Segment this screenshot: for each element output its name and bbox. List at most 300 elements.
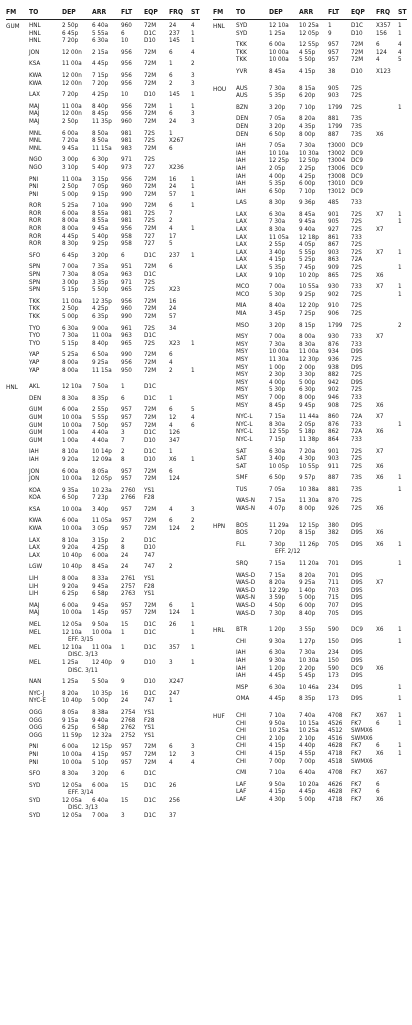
cell-flt: 946 [328,393,339,401]
cell-st: 2 [191,517,195,525]
cell-to: OMA [236,695,250,703]
cell-flt: 16 [121,689,129,697]
cell-flt: 957 [121,505,132,513]
cell-dep: 2 50p [62,305,79,313]
cell-eqp: 73S [351,122,362,130]
flight-row [6,22,202,30]
flight-row [213,602,409,610]
cell-dep: 6 45p [62,251,79,259]
cell-arr: 11 30a [299,497,319,505]
header-arr: ARR [92,8,107,16]
origin-code: HUF [213,711,225,720]
cell-arr: 7 15p [92,71,109,79]
cell-eqp: 72S [351,290,362,298]
cell-flt: 1799 [328,321,343,329]
cell-to: YAP [29,366,40,374]
cell-flt: 2761 [121,575,136,583]
cell-dep: 2 50p [62,183,79,191]
cell-dep: 2 05p [269,164,286,172]
flight-row [213,522,409,530]
cell-to: LAX [236,210,248,218]
cell-flt: 590 [328,626,339,634]
right-column [213,22,409,812]
cell-flt: 8 [121,455,125,463]
cell-eqp: 72A [351,413,363,421]
cell-arr: 10 14p [92,448,112,456]
cell-eqp: D10 [351,67,363,75]
cell-arr: 12 20p [299,302,319,310]
cell-frq: X267 [169,137,184,145]
header-eqp: EQP [351,8,365,16]
cell-arr: 1 40p [299,586,316,594]
cell-arr: 2 15a [92,48,109,56]
flight-row [213,199,409,207]
cell-arr: 3 30p [299,371,316,379]
flight-row [6,305,202,313]
flight-row [213,310,409,318]
note-text: EFF. 3/14 [68,789,94,797]
cell-arr: 2 25p [299,164,316,172]
cell-eqp: 72M [144,71,157,79]
cell-to: KWA [29,517,42,525]
cell-flt: 981 [121,129,132,137]
cell-dep: 11 29a [269,521,289,529]
cell-eqp: YS1 [144,575,155,583]
cell-frq: 6 [376,719,380,727]
cell-frq: 26 [169,781,177,789]
cell-eqp: D9S [351,695,363,703]
flight-row [213,92,409,100]
cell-flt: 24 [121,551,129,559]
cell-dep: 7 30a [62,271,79,279]
cell-arr: 5 00p [299,378,316,386]
cell-arr: 12 09a [92,455,112,463]
note-text: EFF. 3/15 [68,636,94,644]
cell-eqp: 733 [351,233,362,241]
cell-dep: 8 20a [62,689,79,697]
cell-to: WAS-D [236,602,256,609]
cell-eqp: 72S [351,103,362,111]
cell-eqp: D1C [144,781,156,789]
origin-group [213,712,409,804]
cell-flt: 3 [121,429,125,437]
cell-dep: 5 35p [269,264,286,272]
cell-eqp: SWMX6 [351,734,373,742]
cell-frq: 156 [376,29,387,37]
cell-to: MEL [29,621,41,628]
cell-dep: 12 00n [62,48,82,56]
flight-row [213,115,409,123]
cell-frq: 12 [169,750,177,758]
cell-dep: 10 25a [269,727,289,735]
flight-row [213,638,409,646]
flight-row [6,191,202,199]
cell-to: DEN [236,130,249,138]
cell-frq: 57 [169,190,177,198]
flight-row [6,468,202,476]
cell-flt: 957 [121,421,132,429]
cell-frq: X6 [376,130,384,138]
cell-arr: 7 25p [299,310,316,317]
cell-to: MNL [29,129,42,137]
flight-row [6,72,202,80]
cell-dep: 8 00a [62,217,79,225]
cell-to: WAS-D [236,609,256,617]
flight-row [6,517,202,525]
flight-row [213,505,409,513]
cell-st: 1 [191,658,195,666]
cell-eqp: 72S [351,84,362,92]
cell-to: KWA [29,525,42,533]
cell-arr: 12 32a [92,731,112,739]
flight-row [213,241,409,249]
cell-arr: 8 45a [299,210,316,218]
cell-flt: 6 [121,29,125,37]
cell-flt: 2 [121,536,125,544]
cell-flt: 963 [121,332,132,340]
cell-arr: 5 40p [92,163,109,171]
effectivity-note [6,636,202,644]
cell-flt: 4718 [328,749,343,757]
flight-row [6,395,202,403]
cell-arr: 8 05a [92,271,109,279]
cell-dep: 3 40p [269,455,286,463]
cell-st: 1 [398,560,402,568]
cell-dep: 6 30a [269,683,286,691]
cell-arr: 8 35p [92,394,109,402]
cell-to: MAJ [29,601,40,609]
cell-eqp: 72S [351,371,362,379]
cell-arr: 11 35p [92,117,112,125]
cell-flt: 2 [121,448,125,456]
cell-arr: 12 30p [299,355,319,363]
cell-flt: 902 [328,386,339,394]
cell-flt: 1 [121,643,125,651]
cell-eqp: 72M [144,313,157,320]
cell-flt: 905 [328,84,339,92]
cell-to: AUS [236,84,248,92]
cell-dep: 4 00p [269,172,286,180]
cell-arr: 9 40a [92,716,109,724]
header-flt: FLT [328,8,340,16]
cell-to: ROR [29,232,42,240]
cell-flt: 926 [328,505,339,513]
cell-flt: 934 [328,348,339,356]
cell-eqp: 72M [144,305,157,313]
cell-flt: 2768 [121,716,136,724]
flight-row [6,422,202,430]
cell-arr: 7 00p [299,757,316,765]
flight-row [213,379,409,387]
cell-to: SYD [29,781,41,789]
cell-eqp: 72M [351,48,364,56]
cell-to: BZN [236,103,249,111]
cell-frq: 1 [169,129,173,137]
cell-eqp: DC9 [351,626,363,634]
cell-flt: 1799 [328,122,343,130]
cell-flt: 876 [328,340,339,348]
cell-flt: 15 [121,621,129,628]
cell-eqp: D10 [144,37,156,45]
cell-dep: 7 30p [269,540,286,548]
cell-dep: 3 00p [62,156,79,164]
cell-eqp: D1C [144,770,156,778]
cell-arr: 9 50a [92,621,109,628]
cell-frq: 347 [169,436,180,444]
cell-dep: 4 00p [269,378,286,386]
cell-to: MSY [236,378,248,386]
flight-row [6,225,202,233]
cell-to: MNL [29,144,42,152]
cell-flt: 4628 [328,742,343,750]
flight-row [6,91,202,99]
flight-row [6,429,202,437]
flight-row [6,210,202,218]
cell-eqp: D1C [144,643,156,651]
flight-row [213,142,409,150]
flight-row [213,758,409,766]
cell-frq: X7 [376,579,384,587]
cell-arr: 8 40p [299,609,316,617]
cell-dep: 8 10a [62,448,79,456]
cell-eqp: D9S [351,683,363,691]
flight-row [6,448,202,456]
cell-eqp: 72M [144,117,157,125]
cell-to: SPN [29,286,41,294]
cell-eqp: 72M [144,475,157,483]
cell-eqp: 73S [351,474,362,482]
cell-to: IAH [29,448,39,456]
cell-st: 3 [191,505,195,513]
cell-to: SFO [29,770,41,778]
cell-flt: 909 [328,264,339,272]
cell-to: LAX [236,271,248,279]
cell-to: IAH [236,649,246,657]
cell-frq: 6 [169,601,173,609]
cell-flt: 173 [328,672,339,680]
cell-dep: 7 00a [62,263,79,271]
cell-dep: 5 25a [62,351,79,359]
flight-row [213,402,409,410]
cell-eqp: 727 [144,163,155,171]
cell-arr: 8 20a [299,115,316,123]
cell-flt: 957 [121,413,132,421]
cell-to: BTR [236,626,248,634]
cell-to: MIA [236,310,247,317]
cell-flt: 703 [328,586,339,594]
cell-eqp: 733 [351,393,362,401]
cell-dep: 9 35a [62,486,79,494]
cell-to: IAH [29,455,39,463]
cell-arr: 8 40p [92,339,109,347]
cell-flt: 173 [328,695,339,703]
flight-row [213,371,409,379]
cell-frq: 6 [169,263,173,271]
header-to: TO [29,8,39,16]
cell-to: KSA [29,60,41,68]
cell-flt: †3010 [328,180,346,188]
origin-group [213,626,409,703]
cell-arr: 2 10p [299,734,316,742]
header-dep: DEP [62,8,76,16]
cell-flt: 485 [328,199,339,207]
cell-to: CHI [236,749,246,757]
cell-to: DEN [29,394,42,402]
cell-flt: 887 [328,474,339,482]
cell-eqp: 727 [144,232,155,240]
cell-frq: X236 [169,163,184,171]
cell-dep: 10 00a [269,48,289,56]
origin-group [213,22,409,76]
cell-eqp: 72M [144,110,157,118]
cell-flt: 862 [328,428,339,436]
cell-st: 1 [398,719,402,727]
cell-frq: 1 [169,697,173,705]
cell-eqp: 747 [144,697,155,705]
cell-dep: 10 00a [62,750,82,758]
cell-eqp: 72M [144,609,157,617]
cell-dep: 11 05a [269,233,289,241]
flight-row [213,626,409,634]
cell-eqp: D9S [351,363,363,371]
header-dep: DEP [269,8,283,16]
flight-row [213,272,409,280]
cell-arr: 12 18p [299,233,319,241]
flight-row [213,341,409,349]
cell-dep: 10 00a [62,475,82,483]
cell-eqp: 72S [144,209,155,217]
cell-flt: 903 [328,248,339,256]
cell-dep: 12 10a [62,383,82,391]
cell-arr: 4 25p [92,91,109,99]
cell-to: LAX [236,264,248,272]
flight-row [213,486,409,494]
cell-st: 1 [398,637,402,645]
cell-eqp: D9S [351,637,363,645]
cell-to: MCO [236,283,250,291]
cell-eqp: D10 [351,29,363,37]
effectivity-note [6,651,202,659]
cell-flt: 2752 [121,731,136,739]
cell-to: LAX [29,536,41,544]
cell-to: LAX [29,544,41,552]
cell-flt: 981 [121,137,132,145]
flight-row [213,226,409,234]
cell-to: KOA [29,486,41,494]
cell-arr: 7 30a [299,649,316,657]
cell-st: 1 [398,540,402,548]
flight-row [6,621,202,629]
cell-to: MIA [236,302,247,310]
cell-dep: 5 15p [62,339,79,347]
flight-row [213,463,409,471]
flight-row [213,291,409,299]
cell-dep: 8 30a [269,226,286,234]
cell-flt: 973 [121,163,132,171]
cell-st: 1 [398,210,402,218]
cell-flt: 956 [121,102,132,110]
flight-row [6,118,202,126]
cell-flt: 4626 [328,780,343,788]
cell-flt: 960 [121,183,132,191]
cell-eqp: 72S [351,226,362,234]
cell-frq: X7 [376,333,384,341]
cell-arr: 10 30a [299,656,319,664]
cell-frq: 24 [169,22,177,29]
flight-row [213,448,409,456]
cell-eqp: 72S [351,505,362,513]
cell-flt: 990 [121,351,132,359]
cell-arr: 6 40a [299,769,316,777]
cell-eqp: D1C [144,448,156,456]
cell-dep: 7 00a [269,333,286,341]
cell-eqp: FK7 [351,795,362,803]
cell-st: 1 [398,695,402,703]
cell-frq: 124 [376,48,387,56]
flight-row [213,455,409,463]
cell-to: NYC-L [236,420,253,428]
cell-to: GUM [29,436,43,444]
cell-arr: 8 33a [92,575,109,583]
note-text: DISC. 3/13 [68,804,98,812]
cell-frq: X6 [376,664,384,672]
cell-dep: 10 00a [62,421,82,429]
cell-st: 1 [191,609,195,617]
cell-dep: 10 00a [62,609,82,617]
cell-flt: 1 [121,383,125,391]
cell-eqp: D1C [144,271,156,279]
cell-flt: 6 [121,394,125,402]
cell-flt: 870 [328,497,339,505]
cell-eqp: D10 [144,658,156,666]
cell-flt: 961 [121,324,132,332]
cell-dep: 6 00a [62,129,79,137]
flight-row [6,487,202,495]
cell-st: 3 [191,110,195,118]
cell-dep: 8 45p [269,401,286,409]
flight-row [6,724,202,732]
cell-frq: 6 [169,517,173,525]
cell-dep: 2 50p [62,117,79,125]
cell-dep: 11 30a [269,355,289,363]
cell-dep: 4 45p [269,695,286,703]
cell-st: 1 [398,420,402,428]
cell-arr: 12 05p [92,475,112,483]
cell-arr: 8 45p [92,110,109,118]
cell-dep: 6 50p [62,494,79,502]
cell-arr: 7 23p [92,494,109,502]
cell-eqp: 72S [351,218,362,226]
cell-flt: 956 [121,225,132,233]
cell-arr: 11 20a [299,560,319,568]
cell-to: IAH [236,187,246,195]
cell-dep: 1 00a [62,429,79,437]
cell-eqp: D9S [351,540,363,548]
cell-arr: 7 40a [299,711,316,719]
cell-frq: 1 [169,60,173,68]
flight-row [213,421,409,429]
cell-eqp: 72A [351,428,363,436]
cell-flt: 981 [121,209,132,217]
cell-to: YAP [29,358,40,366]
cell-frq: 237 [169,29,180,37]
cell-arr: 5 40p [92,232,109,240]
cell-dep: 12 00n [62,79,82,87]
cell-arr: 4 55p [299,48,316,56]
cell-to: SAT [236,447,247,455]
cell-eqp: D10 [144,678,156,686]
flight-row [213,788,409,796]
